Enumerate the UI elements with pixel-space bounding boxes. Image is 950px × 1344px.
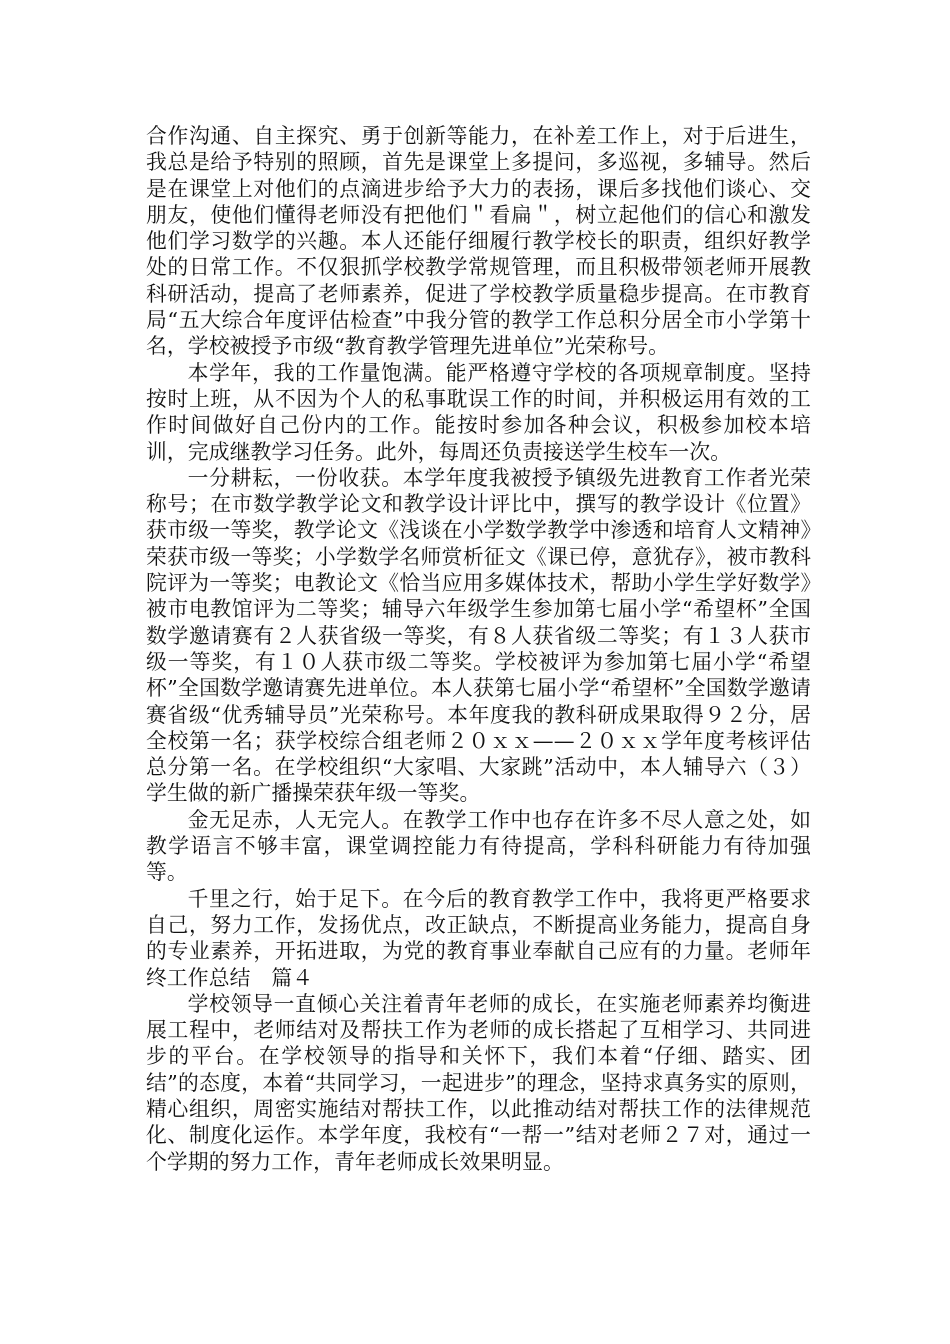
paragraph-continuation: 合作沟通、自主探究、勇于创新等能力，在补差工作上，对于后进生，我总是给予特别的照顾，首先是课堂上多提问，多巡视，多辅导。然后是在课堂上对他们的点滴进步给予大力的表扬，课后多找他们谈心、交朋友，使他们懂得老师没有把他们＂看扁＂，树立起他们的信心和激发他们学习数学的兴趣。本人还能仔细履行教学校长的职责，组织好教学处的日常工作。不仅狠抓学校教学常规管理，而且积极带领老师开展教科研活动，提高了老师素养，促进了学校教学质量稳步提高。在市教育局“五大综合年度评估检查”中我分管的教学工作总积分居全市小学第十名，学校被授予市级“教育教学管理先进单位”光荣称号。 (146, 124, 811, 359)
paragraph-outlook: 千里之行，始于足下。在今后的教育教学工作中，我将更严格要求自己，努力工作，发扬优点，改正缺点，不断提高业务能力，提高自身的专业素养，开拓进取，为党的教育事业奉献自己应有的力量。老师年终工作总结 篇４ (146, 886, 811, 990)
document-body (146, 123, 811, 1175)
paragraph-mentoring: 学校领导一直倾心关注着青年老师的成长，在实施老师素养均衡进展工程中，老师结对及帮扶工作为老师的成长搭起了互相学习、共同进步的平台。在学校领导的指导和关怀下，我们本着“仔细、踏实、团结”的态度，本着“共同学习，一起进步”的理念，坚持求真务实的原则，精心组织，周密实施结对帮扶工作，以此推动结对帮扶工作的法律规范化、制度化运作。本学年度，我校有“一帮一”结对老师２７对，通过一个学期的努力工作，青年老师成长效果明显。 (146, 991, 811, 1174)
paragraph-workload: 本学年，我的工作量饱满。能严格遵守学校的各项规章制度。坚持按时上班，从不因为个人的私事耽误工作的时间，并积极运用有效的工作时间做好自己份内的工作。能按时参加各种会议，积极参加校本培训，完成继教学习任务。此外，每周还负责接送学生校车一次。 (146, 360, 811, 464)
paragraph-achievements: 一分耕耘，一份收获。本学年度我被授予镇级先进教育工作者光荣称号；在市数学教学论文和教学设计评比中，撰写的教学设计《位置》获市级一等奖，教学论文《浅谈在小学数学教学中渗透和培育人文精神》荣获市级一等奖；小学数学名师赏析征文《课已停，意犹存》，被市教科院评为一等奖；电教论文《恰当应用多媒体技术，帮助小学生学好数学》被市电教馆评为二等奖；辅导六年级学生参加第七届小学“希望杯”全国数学邀请赛有２人获省级一等奖，有８人获省级二等奖；有１３人获市级一等奖，有１０人获市级二等奖。学校被评为参加第七届小学“希望杯”全国数学邀请赛先进单位。本人获第七届小学“希望杯”全国数学邀请赛省级“优秀辅导员”光荣称号。本年度我的教科研成果取得９２分，居全校第一名；获学校综合组老师２０ｘｘ——２０ｘｘ学年度考核评估总分第一名。在学校组织“大家唱、大家跳”活动中，本人辅导六（３）学生做的新广播操荣获年级一等奖。 (146, 465, 811, 806)
paragraph-shortcomings: 金无足赤，人无完人。在教学工作中也存在许多不尽人意之处，如教学语言不够丰富，课堂调控能力有待提高，学科科研能力有待加强等。 (146, 807, 811, 885)
